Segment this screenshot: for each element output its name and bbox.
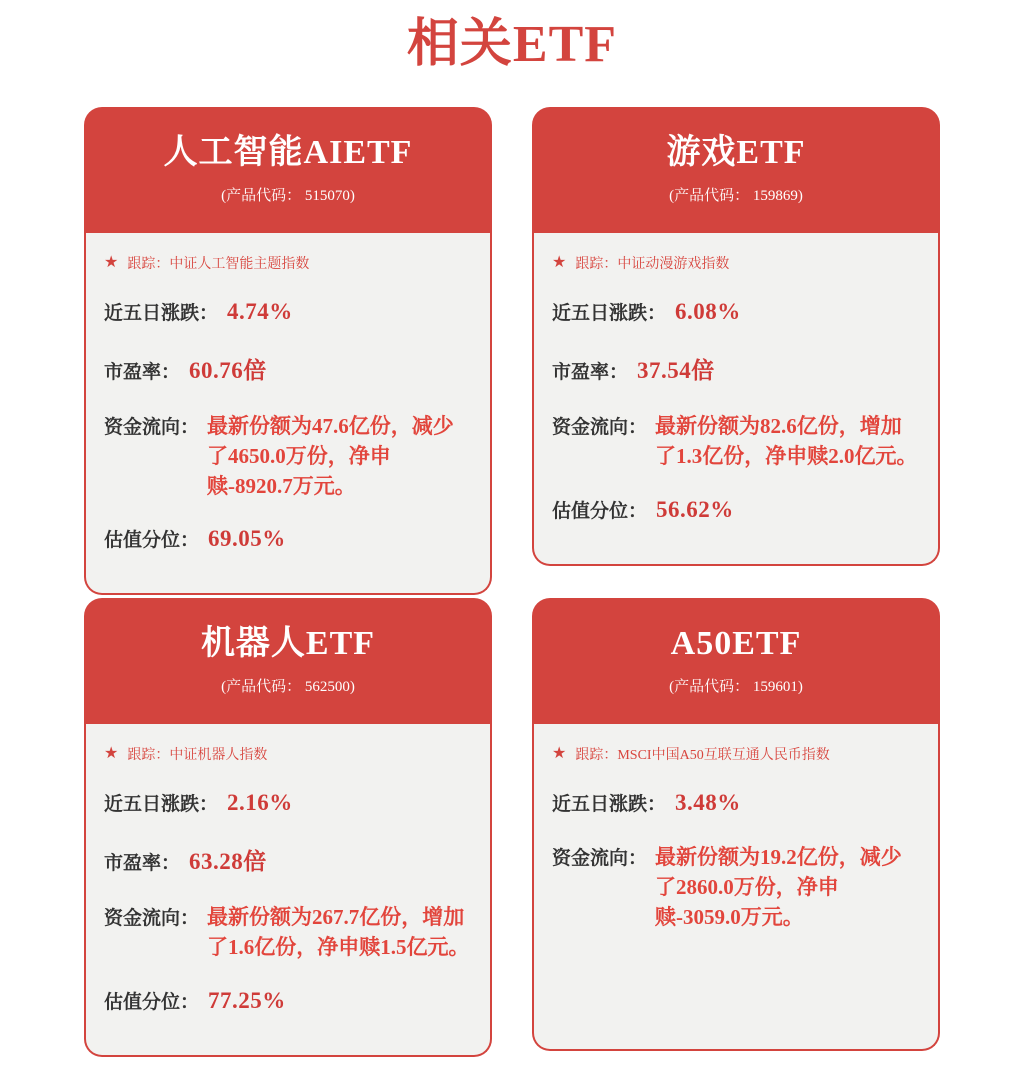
star-icon: ★ xyxy=(552,254,567,271)
valuation-value: 56.62% xyxy=(656,496,734,522)
etf-title: 游戏ETF xyxy=(666,133,806,171)
track-index: MSCI中国A50互联互通人民币指数 xyxy=(617,748,830,763)
pe-ratio-row xyxy=(104,843,470,876)
card-header xyxy=(532,107,940,233)
card-header xyxy=(84,598,492,724)
track-label: 跟踪： xyxy=(575,257,618,272)
pe-ratio-label: 市盈率： xyxy=(552,362,629,383)
fund-flow-value: 最新份额为82.6亿份，增加了1.3亿份，净申赎2.0亿元。 xyxy=(655,414,918,468)
five-day-change-label: 近五日涨跌： xyxy=(552,303,667,324)
fund-flow-value: 最新份额为267.7亿份，增加了1.6亿份，净申赎1.5亿元。 xyxy=(207,905,470,959)
pe-ratio-row xyxy=(104,352,470,385)
etf-title: A50ETF xyxy=(670,624,802,662)
etf-card-a50 xyxy=(532,598,940,1051)
product-code: (产品代码： 159869) xyxy=(669,187,803,204)
valuation-row xyxy=(104,987,470,1014)
page-title: 相关ETF xyxy=(406,16,618,73)
pe-ratio-label: 市盈率： xyxy=(104,853,181,874)
fund-flow-row xyxy=(104,903,470,963)
five-day-change-row xyxy=(104,298,470,325)
five-day-change-value: 2.16% xyxy=(227,790,293,815)
card-body xyxy=(532,233,940,566)
star-icon: ★ xyxy=(104,254,119,271)
five-day-change-value: 3.48% xyxy=(675,790,741,815)
track-index: 中证动漫游戏指数 xyxy=(617,257,730,272)
product-code: (产品代码： 159601) xyxy=(669,678,803,695)
product-code: (产品代码： 515070) xyxy=(221,187,355,204)
pe-ratio-row xyxy=(552,352,918,385)
card-body xyxy=(532,724,940,1051)
fund-flow-value: 最新份额为19.2亿份，减少了2860.0万份，净申赎-3059.0万元。 xyxy=(655,845,902,929)
track-label: 跟踪： xyxy=(127,257,170,272)
track-label: 跟踪： xyxy=(127,748,170,763)
track-row xyxy=(552,253,918,273)
valuation-row xyxy=(104,525,470,552)
five-day-change-label: 近五日涨跌： xyxy=(104,794,219,815)
track-index: 中证机器人指数 xyxy=(169,748,268,763)
etf-cards-grid xyxy=(0,107,1024,1051)
track-row xyxy=(552,744,918,764)
valuation-row xyxy=(552,496,918,523)
valuation-label: 估值分位： xyxy=(552,500,648,522)
fund-flow-label: 资金流向： xyxy=(104,417,200,438)
etf-card-game xyxy=(532,107,940,560)
pe-ratio-value: 63.28倍 xyxy=(189,849,267,874)
valuation-value: 77.25% xyxy=(208,987,286,1013)
etf-title: 机器人ETF xyxy=(200,624,376,662)
product-code: (产品代码： 562500) xyxy=(221,678,355,695)
fund-flow-row xyxy=(552,843,918,932)
valuation-value: 69.05% xyxy=(208,526,286,552)
fund-flow-row xyxy=(104,412,470,501)
fund-flow-label: 资金流向： xyxy=(552,417,648,438)
five-day-change-row xyxy=(552,298,918,325)
etf-title: 人工智能AIETF xyxy=(163,133,413,171)
fund-flow-row xyxy=(552,412,918,472)
pe-ratio-value: 60.76倍 xyxy=(189,358,267,383)
five-day-change-row xyxy=(552,789,918,816)
star-icon: ★ xyxy=(552,745,567,762)
track-label: 跟踪： xyxy=(575,748,618,763)
star-icon: ★ xyxy=(104,745,119,762)
track-index: 中证人工智能主题指数 xyxy=(169,257,310,272)
card-body xyxy=(84,724,492,1057)
five-day-change-value: 6.08% xyxy=(675,299,741,324)
track-row xyxy=(104,253,470,273)
fund-flow-value: 最新份额为47.6亿份，减少了4650.0万份，净申赎-8920.7万元。 xyxy=(207,414,454,498)
pe-ratio-value: 37.54倍 xyxy=(637,358,715,383)
etf-card-robot xyxy=(84,598,492,1051)
five-day-change-label: 近五日涨跌： xyxy=(552,794,667,815)
card-header xyxy=(532,598,940,724)
card-body xyxy=(84,233,492,595)
card-header xyxy=(84,107,492,233)
fund-flow-label: 资金流向： xyxy=(104,908,200,929)
track-row xyxy=(104,744,470,764)
five-day-change-row xyxy=(104,789,470,816)
pe-ratio-label: 市盈率： xyxy=(104,362,181,383)
valuation-label: 估值分位： xyxy=(104,991,200,1013)
five-day-change-label: 近五日涨跌： xyxy=(104,303,219,324)
five-day-change-value: 4.74% xyxy=(227,299,293,324)
fund-flow-label: 资金流向： xyxy=(552,848,648,869)
valuation-label: 估值分位： xyxy=(104,530,200,552)
etf-card-ai xyxy=(84,107,492,560)
